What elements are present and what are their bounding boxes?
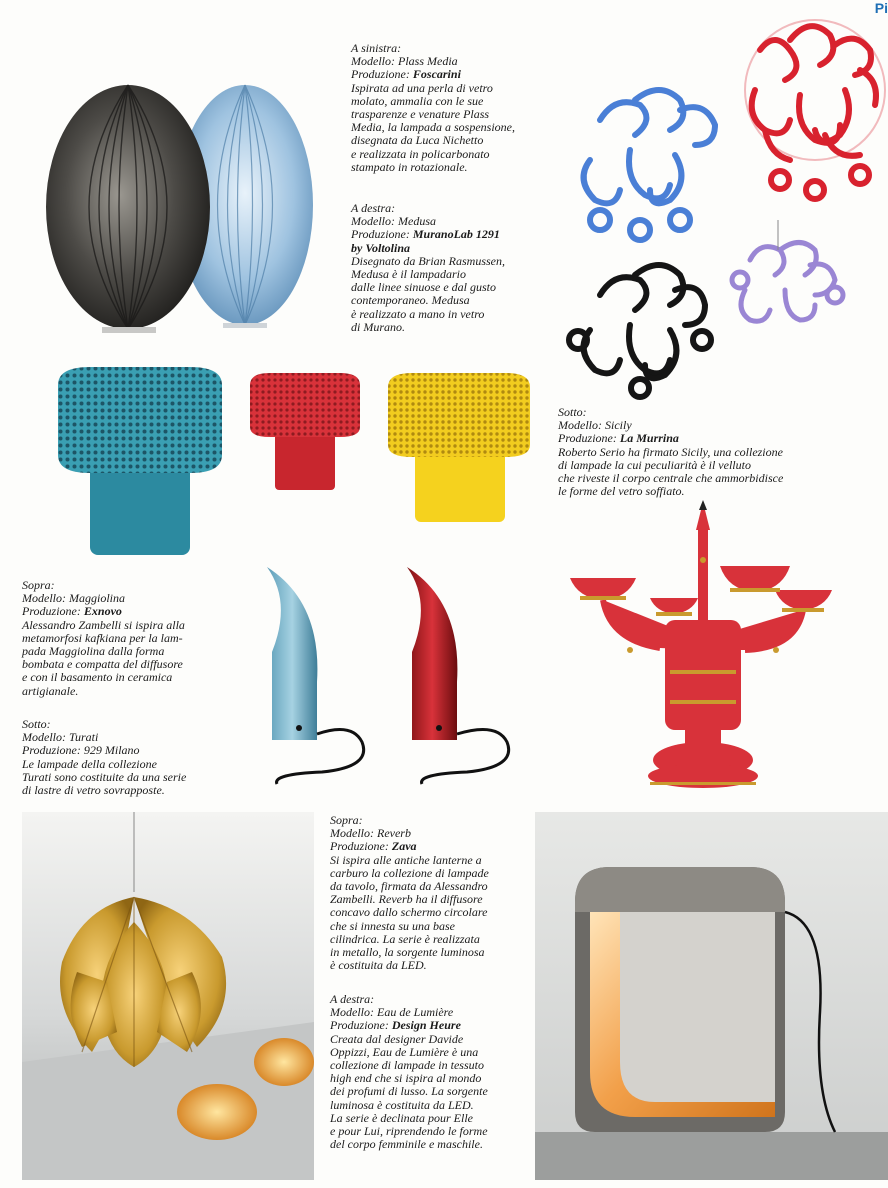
producer-name: MuranoLab 1291 [412, 227, 500, 242]
caption-label: A destra: [330, 992, 375, 1006]
producer-name: Exnovo [83, 604, 122, 619]
model-name: Turati [69, 730, 99, 745]
producer-name: 929 Milano [83, 743, 140, 758]
caption-label: Sotto: [558, 405, 587, 419]
caption-label: Sotto: [22, 717, 51, 731]
model-name: Reverb [377, 826, 411, 841]
caption-label: Sopra: [22, 578, 55, 592]
producer-name: Zava [391, 839, 417, 854]
model-name: Plass Media [398, 54, 458, 69]
plass-media-photo [40, 75, 330, 340]
producer-name: Foscarini [412, 67, 461, 82]
plass-caption-block: A sinistra: Modello: Plass Media Produzione: Foscarini Ispirata ad una perla di vetro molato, ammalia con le sue trasparenze e venature Plass Media, la lampada a sospensione, disegnata da Luca Nichetto e realizzata in policarbonato stampato in rotazionale. [351, 41, 515, 174]
eau-de-lumiere-photo [535, 812, 888, 1180]
caption-label: Sopra: [330, 813, 363, 827]
model-name: Sicily [605, 418, 632, 433]
model-name: Eau de Lumière [377, 1005, 454, 1020]
medusa-photo [560, 10, 888, 405]
producer-name: La Murrina [619, 431, 679, 446]
reverb-caption-block: Sopra: Modello: Reverb Produzione: Zava Si ispira alle antiche lanterne a carburo la collezione di lampade da tavolo, firmata da Alessandro Zambelli. Reverb ha il diffusore concavo dallo schermo circolare che si innesta su una base cilindrica. La serie è realizzata in metallo, la sorgente luminosa è costituita da LED. [330, 813, 489, 973]
model-name: Medusa [398, 214, 436, 229]
model-name: Maggiolina [69, 591, 125, 606]
maggiolina-caption-block: Sopra: Modello: Maggiolina Produzione: Exnovo Alessandro Zambelli si ispira alla metamorfosi kafkiana per la lam- pada Maggiolina dalla forma bombata e compatta del diffusore e con il basamento in ceramica artigianale. [22, 578, 185, 698]
producer-name: Design Heure [391, 1018, 461, 1033]
turati-caption-block: Sotto: Modello: Turati Produzione: 929 Milano Le lampade della collezione Turati sono costituite da una serie di lastre di vetro sovrapposte. [22, 717, 187, 798]
maggiolina-photo [50, 365, 540, 560]
sicily-photo [570, 500, 835, 792]
caption-label: A sinistra: [351, 41, 402, 55]
sicily-caption-block: Sotto: Modello: Sicily Produzione: La Murrina Roberto Serio ha firmato Sicily, una collezione di lampade la cui peculiarità è il velluto che riveste il corpo centrale che ammorbidisce le forme del vetro soffiato. [558, 405, 784, 499]
turati-photo [262, 562, 532, 790]
page-corner-mark: Pi [874, 0, 888, 16]
eau-caption-block: A destra: Modello: Eau de Lumière Produzione: Design Heure Creata dal designer Davide Oppizzi, Eau de Lumière è una collezione di lampade in tessuto high end che si ispira al mondo dei profumi di lusso. La sorgente luminosa è costituita da LED. La serie è declinata pour Elle e pour Lui, riprendendo le forme del corpo femminile e maschile. [330, 992, 488, 1152]
medusa-caption-block: A destra: Modello: Medusa Produzione: MuranoLab 1291 by Voltolina Disegnato da Brian Rasmussen, Medusa è il lampadario dalle linee sinuose e dal gusto contemporaneo. Medusa è realizzato a mano in vetro di Murano. [351, 201, 505, 334]
reverb-photo [22, 812, 314, 1180]
caption-label: A destra: [351, 201, 396, 215]
producer-name-cont: by Voltolina [351, 240, 411, 255]
